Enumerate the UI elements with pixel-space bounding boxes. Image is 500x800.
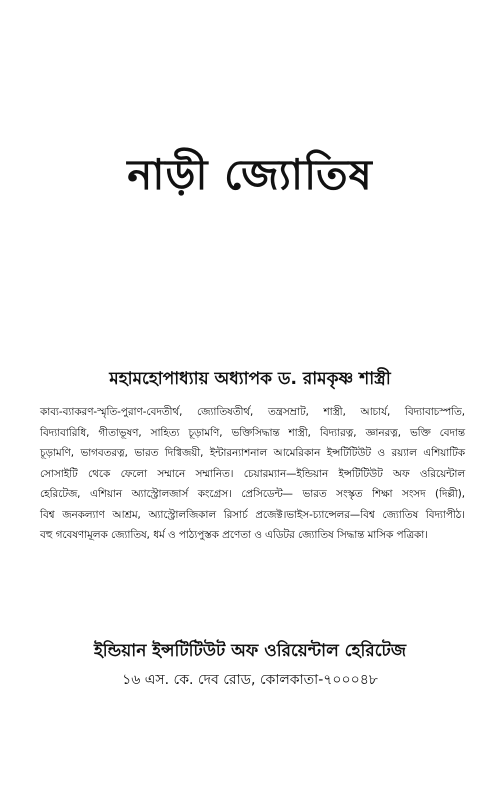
credential-line: বহু গবেষণামূলক জ্যোতিষ, ধর্ম ও পাঠ্যপুস্তক প্রণেতা ও এডিটর জ্যোতিষ সিদ্ধান্ত মাসিক পত্রিকা। (40, 529, 428, 541)
credential-line: চূড়ামণি, ভাগবতরত্ন, ভারত দিগ্বিজয়ী, ইন্টারন্যাশনাল আমেরিকান ইন্সটিটিউট ও রয়্যাল এশিয়াটিক (40, 447, 465, 459)
book-title: নাড়ী জ্যোতিষ (127, 150, 373, 199)
credential-line: হেরিটেজ, এশিয়ান অ্যাস্ট্রোলজার্স কংগ্রেস। প্রেসিডেন্ট— ভারত সংস্কৃত শিক্ষা সংসদ (দিল্লী), (40, 488, 465, 500)
credential-line: বিশ্ব জনকল্যাণ আশ্রম, অ্যাস্ট্রোলজিকাল রিসার্চ প্রজেক্ট।ভাইস-চ্যান্সেলর—বিশ্ব জ্যোতিষ বিদ্যাপীঠ। (40, 508, 465, 521)
publisher-name: ইন্ডিয়ান ইন্সটিটিউট অফ ওরিয়েন্টাল হেরিটেজ (93, 641, 407, 661)
publisher-address: ১৬ এস. কে. দেব রোড, কোলকাতা-৭০০০৪৮ (122, 672, 378, 688)
author-credentials (40, 402, 465, 546)
credential-line: বিদ্যাবারিধি, গীতাভূষণ, সাহিত্য চূড়ামণি, ভক্তিসিদ্ধান্ত শাস্ত্রী, বিদ্যারত্ন, জ্ঞানরত্ন, ভক্তি বেদান্ত (40, 426, 465, 439)
credential-line: কাব্য-ব্যাকরণ-স্মৃতি-পুরাণ-বেদতীর্থ, জ্যোতিষতীর্থ, তন্ত্রসম্রাট, শাস্ত্রী, আচার্য, বিদ্যাবাচস্পতি, (40, 406, 465, 418)
credential-line: সোসাইটি থেকে ফেলো সম্মানে সম্মানিত। চেয়ারম্যান—ইন্ডিয়ান ইন্সটিটিউট অফ ওরিয়েন্টাল (40, 467, 465, 480)
author-name: মহামহোপাধ্যায় অধ্যাপক ড. রামকৃষ্ণ শাস্ত্রী (109, 369, 391, 389)
